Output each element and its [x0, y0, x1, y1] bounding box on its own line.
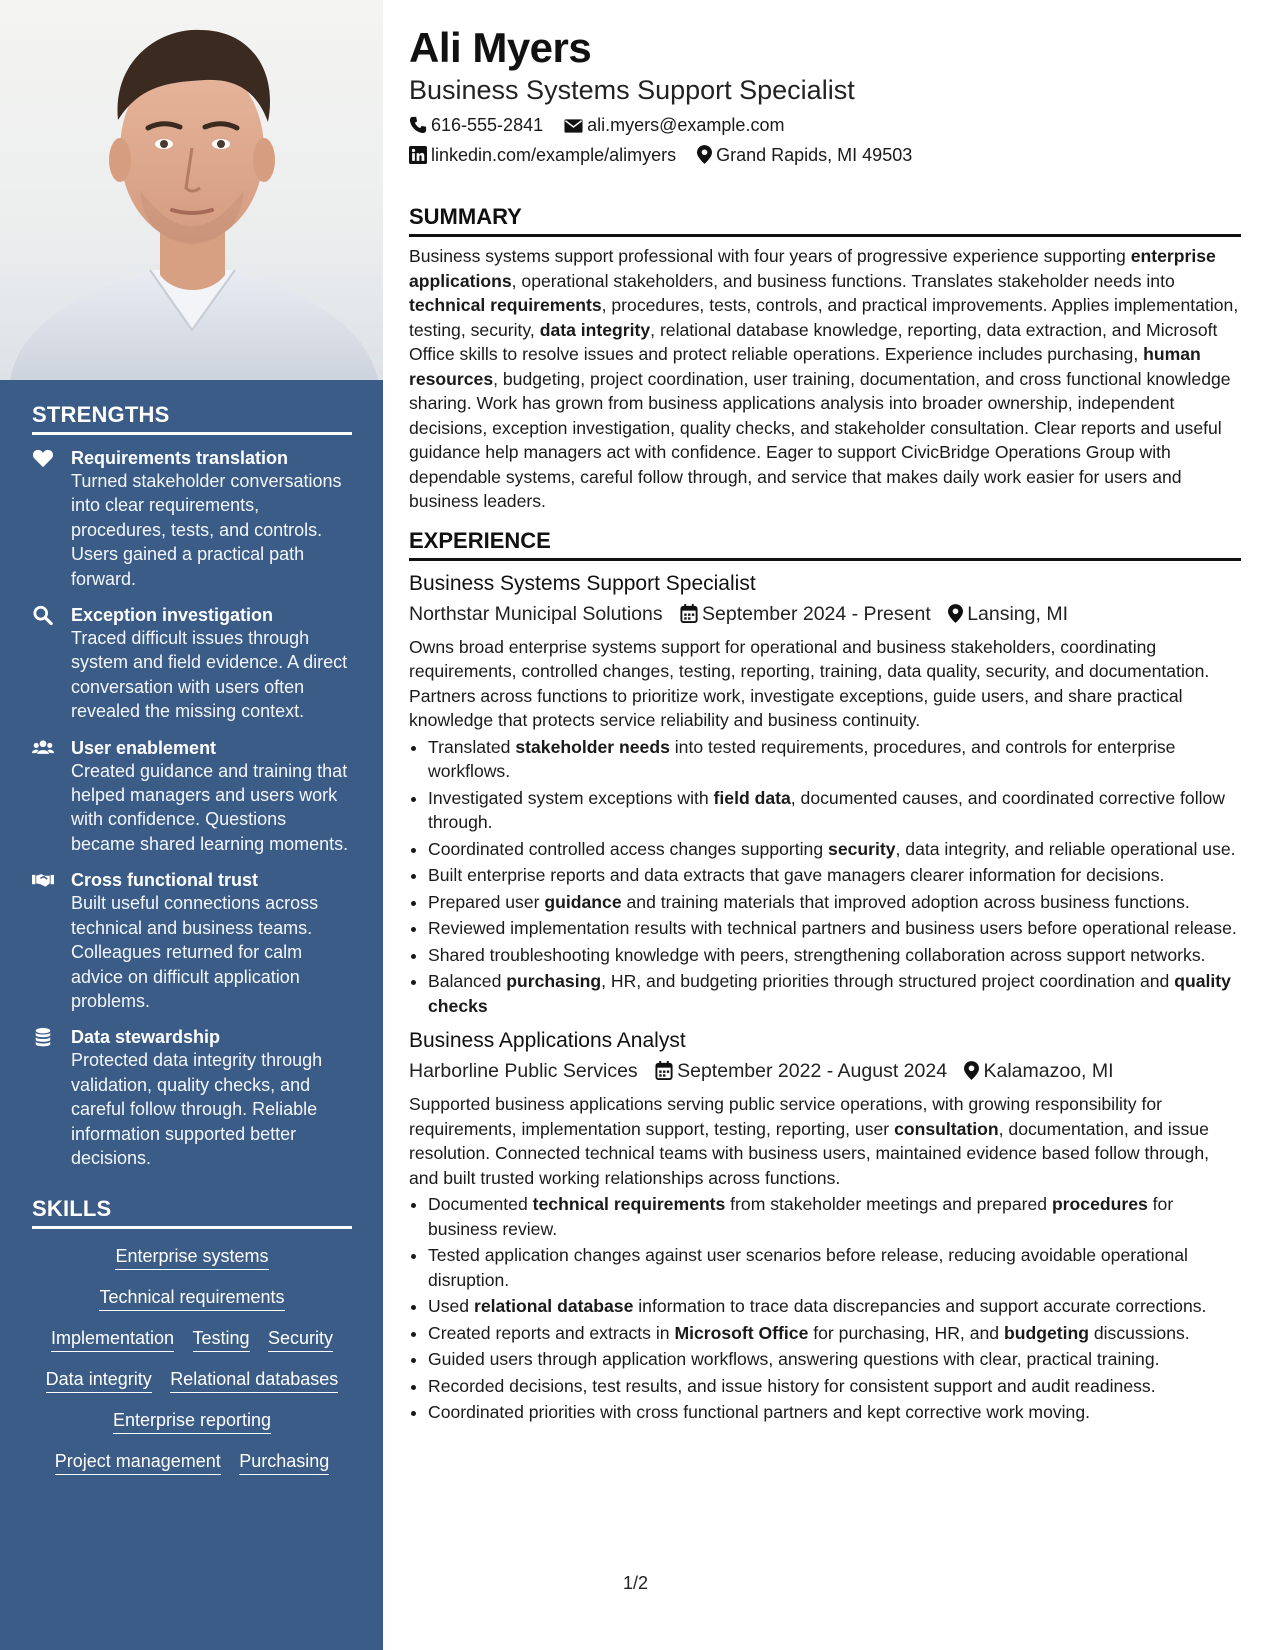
text-segment: , documentation, and issue resolution. Connected technical teams with business users, maintained evidence based follow through, and built trusted working relationships across functions.: [409, 1118, 1210, 1188]
job-title: Business Systems Support Specialist: [409, 571, 756, 595]
bold-keyword: enterprise applications: [409, 246, 1216, 291]
text-segment: into tested requirements, procedures, and controls for enterprise workflows.: [428, 736, 1176, 781]
main-content: [409, 22, 1241, 1427]
strength-description: Traced difficult issues through system and field evidence. A direct conversation with users often revealed the missing context.: [71, 628, 348, 722]
bold-keyword: security: [828, 838, 896, 859]
text-segment: Coordinated controlled access changes supporting: [428, 838, 829, 859]
text-segment: for purchasing, HR, and: [808, 1322, 1004, 1343]
skill-tag: Enterprise systems: [115, 1246, 268, 1270]
bullet-item: [428, 1243, 1241, 1292]
database-icon: [32, 1027, 54, 1047]
text-segment: Balanced: [428, 971, 507, 991]
job-description: [409, 1092, 1241, 1190]
text-segment: Owns broad enterprise systems support for operational and business stakeholders, coordinating requirements, controlled changes, testing, reporting, training, data quality, security, and documentation. Partners across functions to prioritize work, investigate exceptions, guide users, and share practical knowledge that protects service reliability and business continuity.: [409, 636, 1210, 730]
page-number: 1/2: [623, 1573, 649, 1593]
skill-tag: Relational databases: [170, 1369, 338, 1393]
bullet-item: [428, 890, 1241, 915]
text-segment: Supported business applications serving public service operations, with growing responsibility for requirements, implementation support, testing, reporting, user: [409, 1094, 1163, 1139]
job-location: Lansing, MI: [967, 602, 1068, 625]
text-segment: , data integrity, and reliable operational use.: [895, 838, 1236, 859]
bullet-item: [428, 1192, 1241, 1241]
strength-title: Data stewardship: [71, 1027, 221, 1048]
text-segment: Coordinated priorities with cross functional partners and kept corrective work moving.: [428, 1402, 1091, 1422]
strength-description: Built useful connections across technical and business teams. Colleagues returned for calm advice on difficult application problems.: [71, 893, 319, 1011]
text-segment: , operational stakeholders, and business functions. Translates stakeholder needs into: [511, 270, 1175, 291]
strength-title: User enablement: [71, 737, 217, 758]
text-segment: , budgeting, project coordination, user training, documentation, and cross functional knowledge sharing. Work has grown from business applications analysis into broader ownership, independent decisions, exception investigation, quality checks, and stakeholder consultation. Clear reports and useful guidance help managers act with confidence. Eager to support CivicBridge Operations Group with dependable systems, careful follow through, and service that makes daily work easier for users and business leaders.: [409, 368, 1231, 511]
text-segment: , HR, and budgeting priorities through structured project coordination and: [601, 971, 1175, 991]
text-segment: , relational database knowledge, reporting, data extraction, and Microsoft Office skills to resolve issues and protect reliable operations. Experience includes purchasing,: [409, 319, 1218, 364]
bold-keyword: human resources: [409, 344, 1201, 389]
bullet-item: [428, 863, 1241, 888]
job-description: [409, 635, 1241, 733]
bullet-item: [428, 1400, 1241, 1425]
linkedin-icon: [409, 146, 427, 164]
bullet-item: [428, 1374, 1241, 1399]
job-entry: [409, 1028, 1241, 1425]
strength-item: [32, 869, 352, 1013]
text-segment: for business review.: [428, 1194, 1174, 1239]
skill-tag: Security: [268, 1328, 333, 1352]
linkedin-url: linkedin.com/example/alimyers: [431, 145, 677, 165]
bold-keyword: purchasing: [506, 971, 602, 991]
text-segment: discussions.: [1088, 1322, 1190, 1343]
bullet-item: [428, 916, 1241, 941]
calendar-icon: [680, 604, 698, 623]
summary-heading: SUMMARY: [409, 204, 1241, 237]
candidate-name: Ali Myers: [409, 24, 592, 71]
portrait-illustration: [0, 0, 383, 380]
bold-keyword: quality checks: [428, 971, 1231, 1016]
strength-description: Protected data integrity through validation, quality checks, and careful follow through. Reliable information supported better decisions.: [71, 1050, 323, 1168]
skill-tag: Project management: [55, 1451, 221, 1475]
location-pin-icon: [697, 145, 712, 164]
skill-row: [32, 1287, 352, 1311]
bullet-item: [428, 735, 1241, 784]
envelope-icon: [564, 118, 583, 134]
skill-row: [32, 1246, 352, 1270]
text-segment: Documented: [428, 1194, 533, 1214]
text-segment: Prepared user: [428, 891, 545, 912]
location-pin-icon: [964, 1061, 979, 1080]
strength-item: [32, 1026, 352, 1170]
text-segment: , procedures, tests, controls, and practical improvements. Applies implementation, testing, security,: [409, 295, 1239, 340]
text-segment: Business systems support professional with four years of progressive experience supporting: [409, 246, 1131, 266]
bullet-item: [428, 943, 1241, 968]
strength-description: Created guidance and training that helped managers and users work with confidence. Questions became shared learning moments.: [71, 760, 349, 854]
company-name: Northstar Municipal Solutions: [409, 602, 663, 625]
bold-keyword: budgeting: [1003, 1322, 1089, 1343]
bullet-item: [428, 1294, 1241, 1319]
phone-number: 616-555-2841: [431, 115, 544, 135]
sidebar: [0, 0, 383, 1650]
skill-tag: Technical requirements: [99, 1287, 284, 1311]
bold-keyword: data integrity: [539, 319, 651, 340]
contact-linkedin: [409, 144, 676, 166]
skill-tag: Data integrity: [46, 1369, 152, 1393]
job-bullets: [409, 1192, 1241, 1425]
bold-keyword: technical requirements: [532, 1194, 726, 1214]
skill-tag: Purchasing: [239, 1451, 329, 1475]
text-segment: Investigated system exceptions with: [428, 787, 714, 808]
strength-description: Turned stakeholder conversations into clear requirements, procedures, tests, and controls. Users gained a practical path forward.: [71, 471, 342, 589]
bold-keyword: technical requirements: [409, 295, 602, 315]
candidate-title: Business Systems Support Specialist: [409, 75, 855, 105]
skill-tag: Implementation: [51, 1328, 174, 1352]
company-name: Harborline Public Services: [409, 1060, 638, 1082]
text-segment: , documented causes, and coordinated corrective follow through.: [428, 787, 1226, 832]
job-title: Business Applications Analyst: [409, 1029, 686, 1052]
experience-heading: EXPERIENCE: [409, 528, 1241, 561]
strength-title: Cross functional trust: [71, 870, 259, 891]
bold-keyword: relational database: [473, 1296, 634, 1316]
text-segment: Recorded decisions, test results, and issue history for consistent support and audit readiness.: [428, 1375, 1156, 1396]
heart-icon: [32, 448, 54, 468]
strength-title: Requirements translation: [71, 448, 289, 468]
contact-location: [697, 144, 912, 166]
text-segment: Tested application changes against user scenarios before release, reducing avoidable operational disruption.: [428, 1245, 1188, 1290]
text-segment: and training materials that improved adoption across business functions.: [621, 891, 1190, 912]
contact-row: [409, 144, 1241, 166]
skill-row: [32, 1328, 352, 1352]
contact-phone: [409, 114, 543, 136]
handshake-icon: [32, 870, 54, 890]
bold-keyword: consultation: [894, 1118, 999, 1139]
summary-text: [409, 244, 1241, 514]
text-segment: Built enterprise reports and data extracts that gave managers clearer information for decisions.: [428, 865, 1165, 885]
bullet-item: [428, 786, 1241, 835]
skill-row: [32, 1451, 352, 1475]
calendar-icon: [655, 1061, 673, 1080]
bold-keyword: stakeholder needs: [515, 736, 670, 757]
job-meta: [409, 601, 1241, 627]
strength-item: [32, 737, 352, 857]
text-segment: information to trace data discrepancies and support accurate corrections.: [633, 1296, 1207, 1316]
contact-row: [409, 114, 1241, 136]
text-segment: from stakeholder meetings and prepared: [725, 1194, 1052, 1214]
location-text: Grand Rapids, MI 49503: [716, 145, 913, 165]
text-segment: Shared troubleshooting knowledge with peers, strengthening collaboration across support networks.: [428, 944, 1206, 965]
text-segment: Used: [428, 1296, 474, 1316]
profile-photo: [0, 0, 383, 380]
strengths-heading: STRENGTHS: [32, 402, 352, 435]
job-bullets: [409, 735, 1241, 1019]
bold-keyword: field data: [713, 787, 791, 808]
text-segment: Created reports and extracts in: [428, 1322, 675, 1343]
location-pin-icon: [948, 604, 963, 623]
job-dates: September 2024 - Present: [702, 602, 931, 625]
strength-title: Exception investigation: [71, 605, 274, 626]
strength-item: [32, 604, 352, 724]
job-entry: [409, 571, 1241, 1019]
job-meta: [409, 1058, 1241, 1084]
contact-email: [564, 114, 784, 136]
bullet-item: [428, 1347, 1241, 1372]
text-segment: Reviewed implementation results with technical partners and business users before operational release.: [428, 918, 1237, 938]
strength-item: [32, 447, 352, 591]
skill-row: [32, 1369, 352, 1393]
text-segment: Guided users through application workflows, answering questions with clear, practical training.: [428, 1349, 1160, 1369]
phone-icon: [409, 116, 427, 134]
job-dates: September 2022 - August 2024: [677, 1060, 948, 1082]
bold-keyword: guidance: [544, 891, 622, 912]
skill-tag: Enterprise reporting: [113, 1410, 271, 1434]
bullet-item: [428, 837, 1241, 862]
skill-row: [32, 1410, 352, 1434]
email-address: ali.myers@example.com: [587, 115, 785, 135]
skills-heading: SKILLS: [32, 1196, 352, 1229]
sidebar-content: [32, 402, 352, 1475]
skill-tag: Testing: [193, 1328, 250, 1352]
bold-keyword: Microsoft Office: [674, 1322, 809, 1343]
search-icon: [32, 605, 54, 625]
bullet-item: [428, 1321, 1241, 1346]
bullet-item: [428, 969, 1241, 1018]
bold-keyword: procedures: [1051, 1194, 1148, 1214]
users-icon: [32, 738, 54, 758]
job-location: Kalamazoo, MI: [983, 1060, 1114, 1082]
text-segment: Translated: [428, 736, 516, 757]
